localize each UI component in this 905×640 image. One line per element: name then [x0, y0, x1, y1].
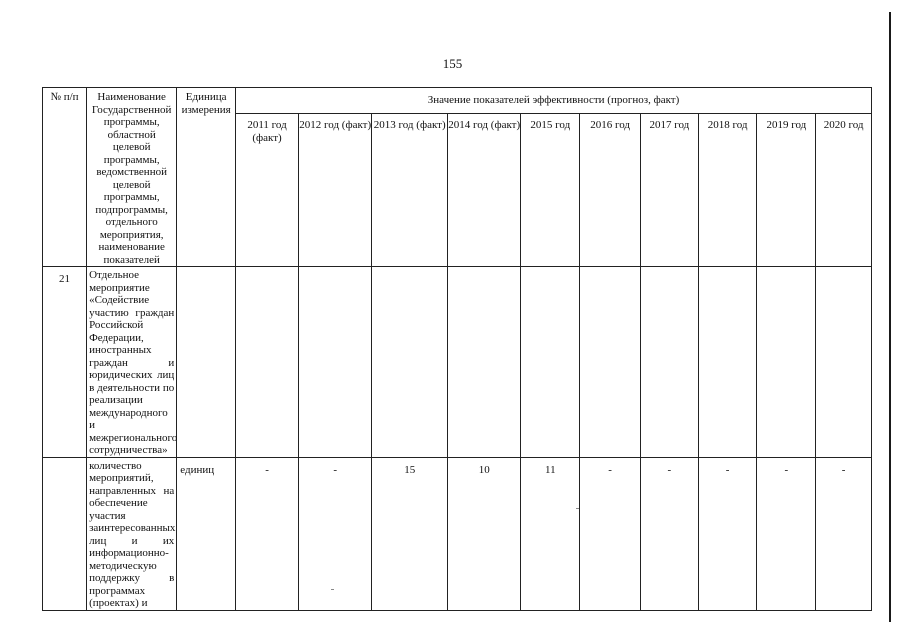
- header-year-2017: 2017 год: [641, 114, 699, 267]
- header-unit: Единица измерения: [177, 88, 236, 267]
- row-value: [236, 267, 299, 458]
- header-year-2019: 2019 год: [757, 114, 816, 267]
- row-value: [372, 267, 448, 458]
- header-year-2018: 2018 год: [698, 114, 757, 267]
- row-value: [299, 267, 372, 458]
- table-row: [43, 267, 872, 458]
- header-year-2020: 2020 год: [816, 114, 872, 267]
- row-value: [757, 267, 816, 458]
- header-year-2011: 2011 год (факт): [236, 114, 299, 267]
- header-year-2013: 2013 год (факт): [372, 114, 448, 267]
- page-number: 155: [442, 56, 463, 71]
- header-year-2016: 2016 год: [580, 114, 641, 267]
- row-value: -: [641, 457, 699, 610]
- row-value: [447, 267, 520, 458]
- row-value: 10: [447, 457, 520, 610]
- row-unit: единиц: [177, 457, 236, 610]
- row-unit: [177, 267, 236, 458]
- row-value: [641, 267, 699, 458]
- page-edge-rule: [889, 12, 891, 622]
- row-value: -: [698, 457, 757, 610]
- row-value: -: [816, 457, 872, 610]
- row-value: [698, 267, 757, 458]
- header-num: № п/п: [43, 88, 87, 267]
- row-value: [521, 267, 580, 458]
- row-value: 11: [521, 457, 580, 610]
- header-year-2014: 2014 год (факт): [447, 114, 520, 267]
- row-num: [43, 457, 87, 610]
- row-value: -: [299, 457, 372, 610]
- header-year-2012: 2012 год (факт): [299, 114, 372, 267]
- row-value: -: [757, 457, 816, 610]
- table-row: [43, 457, 872, 610]
- row-value: [580, 267, 641, 458]
- header-name: Наименование Государственной программы, областной целевой программы, ведомственной целевой программы, подпрограммы, отдельного мероприятия, наименование показателей: [87, 88, 177, 267]
- row-value: -: [580, 457, 641, 610]
- row-name: количество мероприятий, направленных на обеспечение участия заинтересованных лиц и их информационно-методическую поддержку в программах (проектах) и: [87, 457, 177, 610]
- row-num: 21: [43, 267, 87, 458]
- indicators-table: [42, 87, 872, 611]
- header-values-group: Значение показателей эффективности (прогноз, факт): [236, 88, 872, 114]
- row-value: 15: [372, 457, 448, 610]
- row-value: [816, 267, 872, 458]
- row-name: Отдельное мероприятие «Содействие участию граждан Российской Федерации, иностранных граждан и юридических лиц в деятельности по реализации международного и межрегионального сотрудничества»: [87, 267, 177, 458]
- row-value: -: [236, 457, 299, 610]
- header-year-2015: 2015 год: [521, 114, 580, 267]
